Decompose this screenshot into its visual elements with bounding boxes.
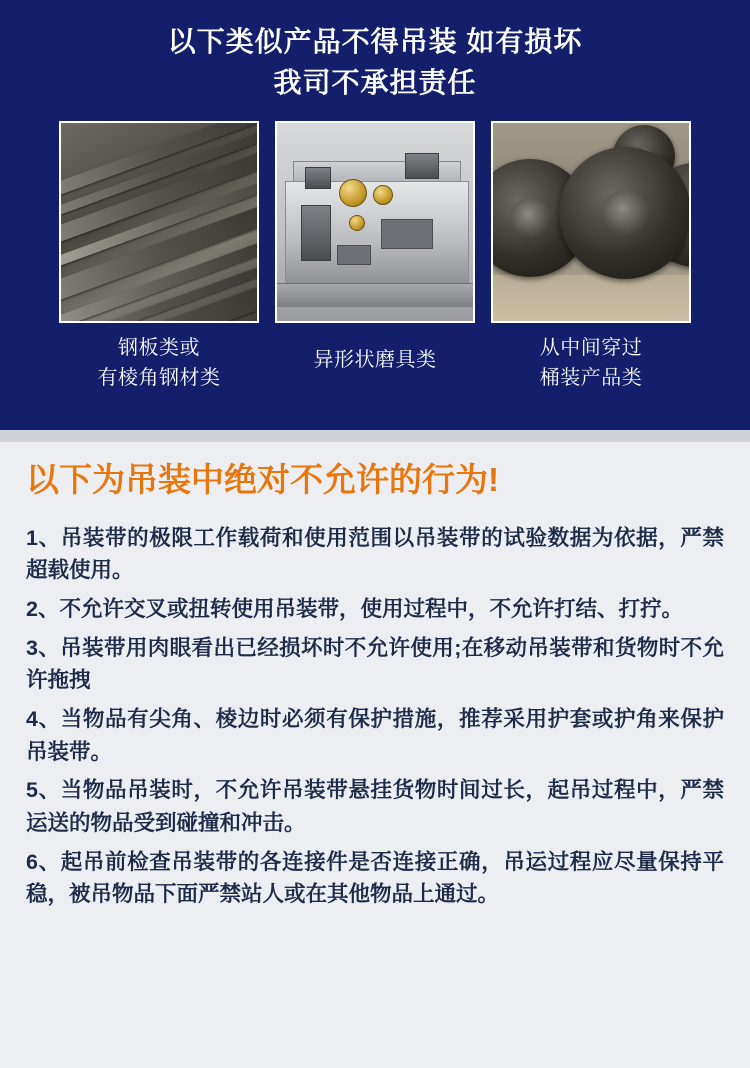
irregular-mould-photo [275,121,475,323]
mould-block [301,205,331,261]
product-card-caption [98,333,221,393]
rule-item: 3、吊装带用肉眼看出已经损坏时不允许使用;在移动吊装带和货物时不允许拖拽 [26,635,724,693]
coil-yard-ground [493,275,691,323]
caption-line-1: 异形状磨具类 [313,349,437,372]
product-card-list [0,121,750,393]
caption-line-1: 钢板类或 [118,337,200,360]
section-title-line-2: 我司不承担责任 [273,66,477,98]
section-title [0,22,750,103]
rule-item: 6、起吊前检查吊装带的各连接件是否连接正确，吊运过程应尽量保持平稳，被吊物品下面严禁站人或在其他物品上通过。 [26,849,724,907]
brass-bushing [339,179,367,207]
product-card-steel-coils [491,121,691,393]
rules-list [26,522,724,911]
mould-block [405,153,439,179]
steel-coils-photo [491,121,691,323]
rule-item: 4、当物品有尖角、棱边时必须有保护措施，推荐采用护套或护角来保护吊装带。 [26,706,724,764]
prohibited-behaviors-section [0,442,750,1068]
caption-line-2: 有棱角钢材类 [97,367,221,390]
product-card-caption [314,345,437,375]
steel-plates-photo [59,121,259,323]
mould-block [305,167,331,189]
warning-heading: 以下为吊装中绝对不允许的行为! [26,461,499,498]
rule-item: 2、不允许交叉或扭转使用吊装带，使用过程中，不允许打结、打拧。 [26,596,683,621]
caption-line-1: 从中间穿过 [539,337,643,360]
rule-item: 5、当物品吊装时，不允许吊装带悬挂货物时间过长，起吊过程中，严禁运送的物品受到碰撞和冲击。 [26,778,724,835]
steel-coil [559,147,691,279]
section-divider [0,430,750,442]
coil-hole [602,190,648,236]
mould-pallet [277,283,475,307]
product-card-steel-plates [59,121,259,393]
caption-line-2: 桶装产品类 [539,367,643,390]
mould-cavity [337,245,371,265]
rule-item: 1、吊装带的极限工作载荷和使用范围以吊装带的试验数据为依据，严禁超载使用。 [26,525,724,583]
product-card-irregular-mould [275,121,475,393]
product-card-caption [540,333,643,393]
prohibited-products-section [0,0,750,430]
section-title-line-1: 以下类似产品不得吊装 如有损坏 [167,26,583,57]
coil-hole [510,198,550,238]
mould-cavity [381,219,433,249]
